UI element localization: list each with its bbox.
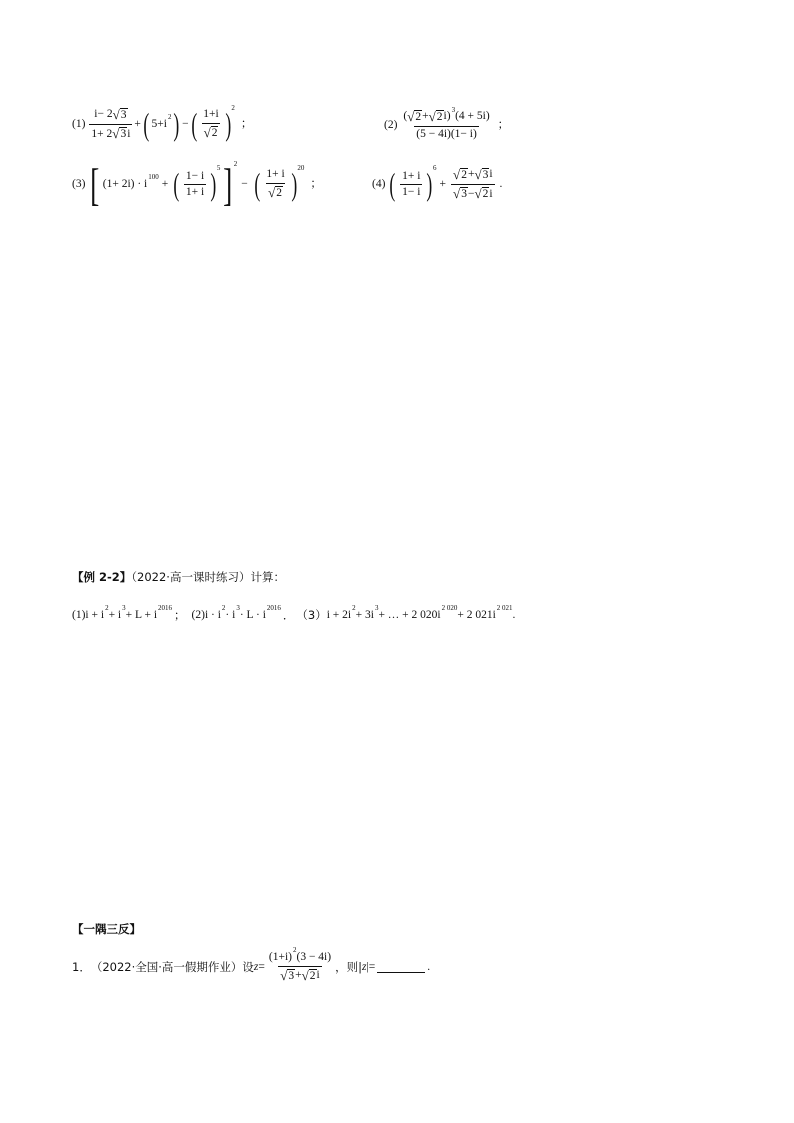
expression: (4 + 5i) <box>455 110 490 123</box>
right-paren: ) <box>225 106 231 143</box>
expression: i + i <box>85 609 105 621</box>
exponent: 20 <box>297 164 305 173</box>
question-2-label: (2) <box>191 609 205 621</box>
fraction <box>267 946 333 983</box>
sqrt-symbol: √ 2 <box>203 124 218 140</box>
radicand: 2 <box>276 186 282 199</box>
sqrt-symbol: √ 3 <box>112 107 127 122</box>
problem-3 <box>72 159 322 210</box>
period: . <box>512 609 516 621</box>
plus-sign: + <box>422 110 429 123</box>
fraction-denominator: 1+ i <box>185 186 205 199</box>
sqrt-symbol: √ 3 <box>112 126 127 142</box>
fraction <box>451 168 494 201</box>
exponent: 2 <box>167 113 172 122</box>
radicand: 2 <box>309 969 316 982</box>
sqrt-symbol: √ 3 <box>474 167 489 182</box>
period: ． <box>282 608 295 622</box>
right-bracket: ] <box>223 159 233 210</box>
example-questions <box>72 604 516 622</box>
sqrt-symbol: √ 2 <box>301 967 316 983</box>
left-paren: ( <box>191 106 197 143</box>
problem-4-label: (4) <box>372 177 386 190</box>
practice-heading: 【一隅三反】 <box>72 922 141 936</box>
exponent: 2016 <box>266 604 281 613</box>
expression: i) <box>443 110 451 123</box>
expression: (3 − 4i) <box>296 951 332 963</box>
radicand: 3 <box>120 128 127 141</box>
expression: · L · i <box>239 609 266 621</box>
radicand: 3 <box>288 969 295 982</box>
exponent: 2 <box>352 604 356 613</box>
radicand: 2 <box>415 111 422 123</box>
fraction-numerator: 1+ i <box>402 169 421 182</box>
exponent: 3 <box>374 604 379 613</box>
radicand: 3 <box>461 188 467 201</box>
sqrt-symbol: √ 2 <box>407 109 422 124</box>
semicolon: ； <box>310 177 322 190</box>
expression: i · i <box>204 609 221 621</box>
exponent: 5 <box>216 164 221 173</box>
sqrt-symbol: √ 2 <box>474 186 489 202</box>
exponent: 3 <box>236 604 240 613</box>
question-3-label: （3） <box>296 608 327 622</box>
expression: + … + 2 020i <box>378 609 441 621</box>
practice-item-1 <box>72 946 431 983</box>
semicolon: ； <box>174 608 186 622</box>
radicand: 3 <box>120 109 127 121</box>
fraction-numerator: 1+i <box>203 108 219 121</box>
right-paren: ) <box>173 106 180 143</box>
paren: ( <box>403 110 408 123</box>
expression: + 3i <box>355 609 374 621</box>
right-paren: ) <box>210 166 217 203</box>
right-paren: ) <box>291 166 297 203</box>
radicand: 2 <box>461 169 467 181</box>
exponent: 2 <box>292 946 297 955</box>
exponent: 2 <box>233 160 238 169</box>
problem-3-label: (3) <box>72 177 86 190</box>
exponent: 2 <box>231 104 235 113</box>
expression: (1+ 2i) · i <box>102 177 148 190</box>
imaginary-unit: i <box>489 168 493 181</box>
expression: · i <box>225 609 236 621</box>
exponent: 3 <box>122 604 126 613</box>
then-text: ，则| <box>335 959 362 974</box>
fraction-numerator: 1− i <box>185 169 205 182</box>
fraction-numerator: i− 2 <box>94 108 113 121</box>
left-paren: ( <box>254 166 260 203</box>
exponent: 2 <box>221 604 226 613</box>
problem-1 <box>72 104 253 143</box>
semicolon: ； <box>497 118 510 131</box>
imaginary-unit: i <box>489 187 493 200</box>
problem-2-fraction <box>401 105 491 141</box>
minus-sign: − <box>241 177 248 190</box>
sqrt-symbol: √ 2 <box>268 184 282 200</box>
question-1-label: (1) <box>72 609 86 621</box>
sqrt-symbol: √ 2 <box>428 109 443 124</box>
period: . <box>427 960 431 973</box>
answer-blank[interactable] <box>377 962 425 973</box>
radicand: 3 <box>482 169 489 181</box>
exponent: 2 020 <box>441 604 458 613</box>
exponent: 2 021 <box>496 604 513 613</box>
paren-expression: 5+i <box>151 117 167 130</box>
problem-4 <box>372 164 503 203</box>
exponent: 2 <box>105 604 109 613</box>
fraction <box>400 171 422 199</box>
example-source: （2022·高一课时练习）计算： <box>131 570 285 584</box>
left-paren: ( <box>173 166 180 203</box>
exponent: 100 <box>148 173 159 182</box>
expression: + i <box>108 609 122 621</box>
minus-sign: − <box>182 117 189 130</box>
expression: + 2 021i <box>457 609 496 621</box>
exponent: 6 <box>433 164 437 173</box>
plus-sign: + <box>161 177 169 190</box>
left-paren: ( <box>143 106 150 143</box>
fraction-denominator: 1+ 2 <box>91 127 113 140</box>
exponent: 2016 <box>158 604 173 613</box>
sqrt-symbol: √ 2 <box>453 167 467 182</box>
variable-z: z <box>361 960 367 973</box>
fraction-denominator: (5 − 4i)(1− i) <box>416 128 477 141</box>
imaginary-unit: i <box>316 968 320 981</box>
item-source: （2022·全国·高一假期作业）设 <box>90 959 254 974</box>
fraction <box>184 171 206 199</box>
abs-equals: |= <box>366 960 376 973</box>
expression: i + 2i <box>326 609 352 621</box>
plus-sign: + <box>295 968 302 981</box>
expression: (1+i) <box>268 951 292 963</box>
problem-1-fraction <box>89 108 132 141</box>
semicolon: ； <box>240 117 253 130</box>
problem-2-label: (2) <box>384 118 398 131</box>
left-bracket: [ <box>90 159 100 210</box>
radicand: 2 <box>211 126 218 139</box>
sqrt-symbol: √ 3 <box>280 967 295 983</box>
period: . <box>499 177 503 190</box>
variable-z: z <box>253 960 259 973</box>
equals-sign: = <box>258 960 265 973</box>
problem-1-label: (1) <box>72 117 86 130</box>
item-number: 1． <box>72 959 91 974</box>
example-heading <box>72 572 285 585</box>
fraction-numerator: 1+ i <box>266 168 285 181</box>
plus-sign: + <box>439 177 447 190</box>
example-label: 【例 2-2】 <box>72 570 132 584</box>
fraction <box>264 169 286 200</box>
fraction <box>201 109 220 140</box>
sqrt-symbol: √ 3 <box>453 186 467 202</box>
fraction-denominator: 1− i <box>402 186 421 199</box>
minus-sign: − <box>467 187 475 200</box>
left-paren: ( <box>389 166 396 203</box>
exponent: 3 <box>451 105 456 114</box>
right-paren: ) <box>426 166 433 203</box>
radicand: 2 <box>436 111 443 123</box>
radicand: 2 <box>482 188 489 201</box>
plus-sign: + <box>467 168 475 181</box>
expression: + L + i <box>125 609 158 621</box>
plus-sign: + <box>134 117 141 130</box>
imaginary-unit: i <box>127 127 131 140</box>
problem-2 <box>384 105 510 141</box>
